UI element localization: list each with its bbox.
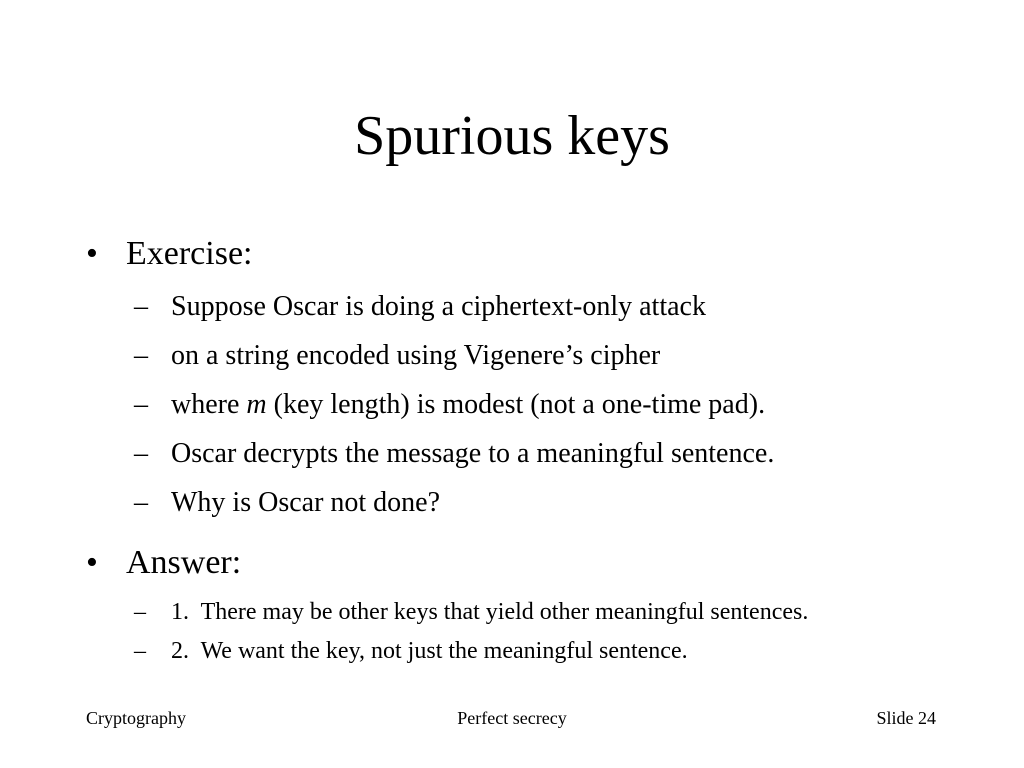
bullet-text: Exercise: (126, 235, 253, 272)
sub-item-text-post: (key length) is modest (not a one-time pad). (266, 389, 766, 420)
bullet-mark: • (86, 544, 98, 581)
sub-item (86, 282, 986, 331)
dash-mark: – (134, 599, 146, 625)
bullet-answer (86, 537, 986, 589)
sub-item (86, 478, 986, 527)
variable-m: m (246, 389, 267, 420)
sub-item (86, 593, 986, 632)
slide-content (86, 228, 986, 671)
slide-title: Spurious keys (354, 105, 670, 167)
sub-item (86, 429, 986, 478)
sub-item (86, 331, 986, 380)
bullet-mark: • (86, 235, 98, 272)
sub-item-text: on a string encoded using Vigenere’s cipher (171, 340, 661, 371)
dash-mark: – (134, 340, 148, 371)
sub-item-text: Why is Oscar not done? (171, 487, 441, 518)
bullet-text: Answer: (126, 544, 242, 581)
dash-mark: – (134, 438, 148, 469)
footer-center: Perfect secrecy (457, 708, 567, 728)
sub-item-text: 2. We want the key, not just the meaningful sentence. (171, 638, 688, 664)
dash-mark: – (134, 291, 148, 322)
sub-item (86, 380, 986, 429)
sub-item-text: Oscar decrypts the message to a meaningful sentence. (171, 438, 775, 469)
sub-item (86, 632, 986, 671)
footer-slide-number: Slide 24 (876, 708, 936, 728)
sub-item-text-pre: where (171, 389, 247, 420)
dash-mark: – (134, 389, 148, 420)
dash-mark: – (134, 487, 148, 518)
sub-item-text: 1. There may be other keys that yield other meaningful sentences. (171, 599, 809, 625)
bullet-exercise (86, 228, 986, 280)
sub-item-text: Suppose Oscar is doing a ciphertext-only attack (171, 291, 706, 322)
footer-left: Cryptography (86, 708, 186, 728)
dash-mark: – (134, 638, 146, 664)
